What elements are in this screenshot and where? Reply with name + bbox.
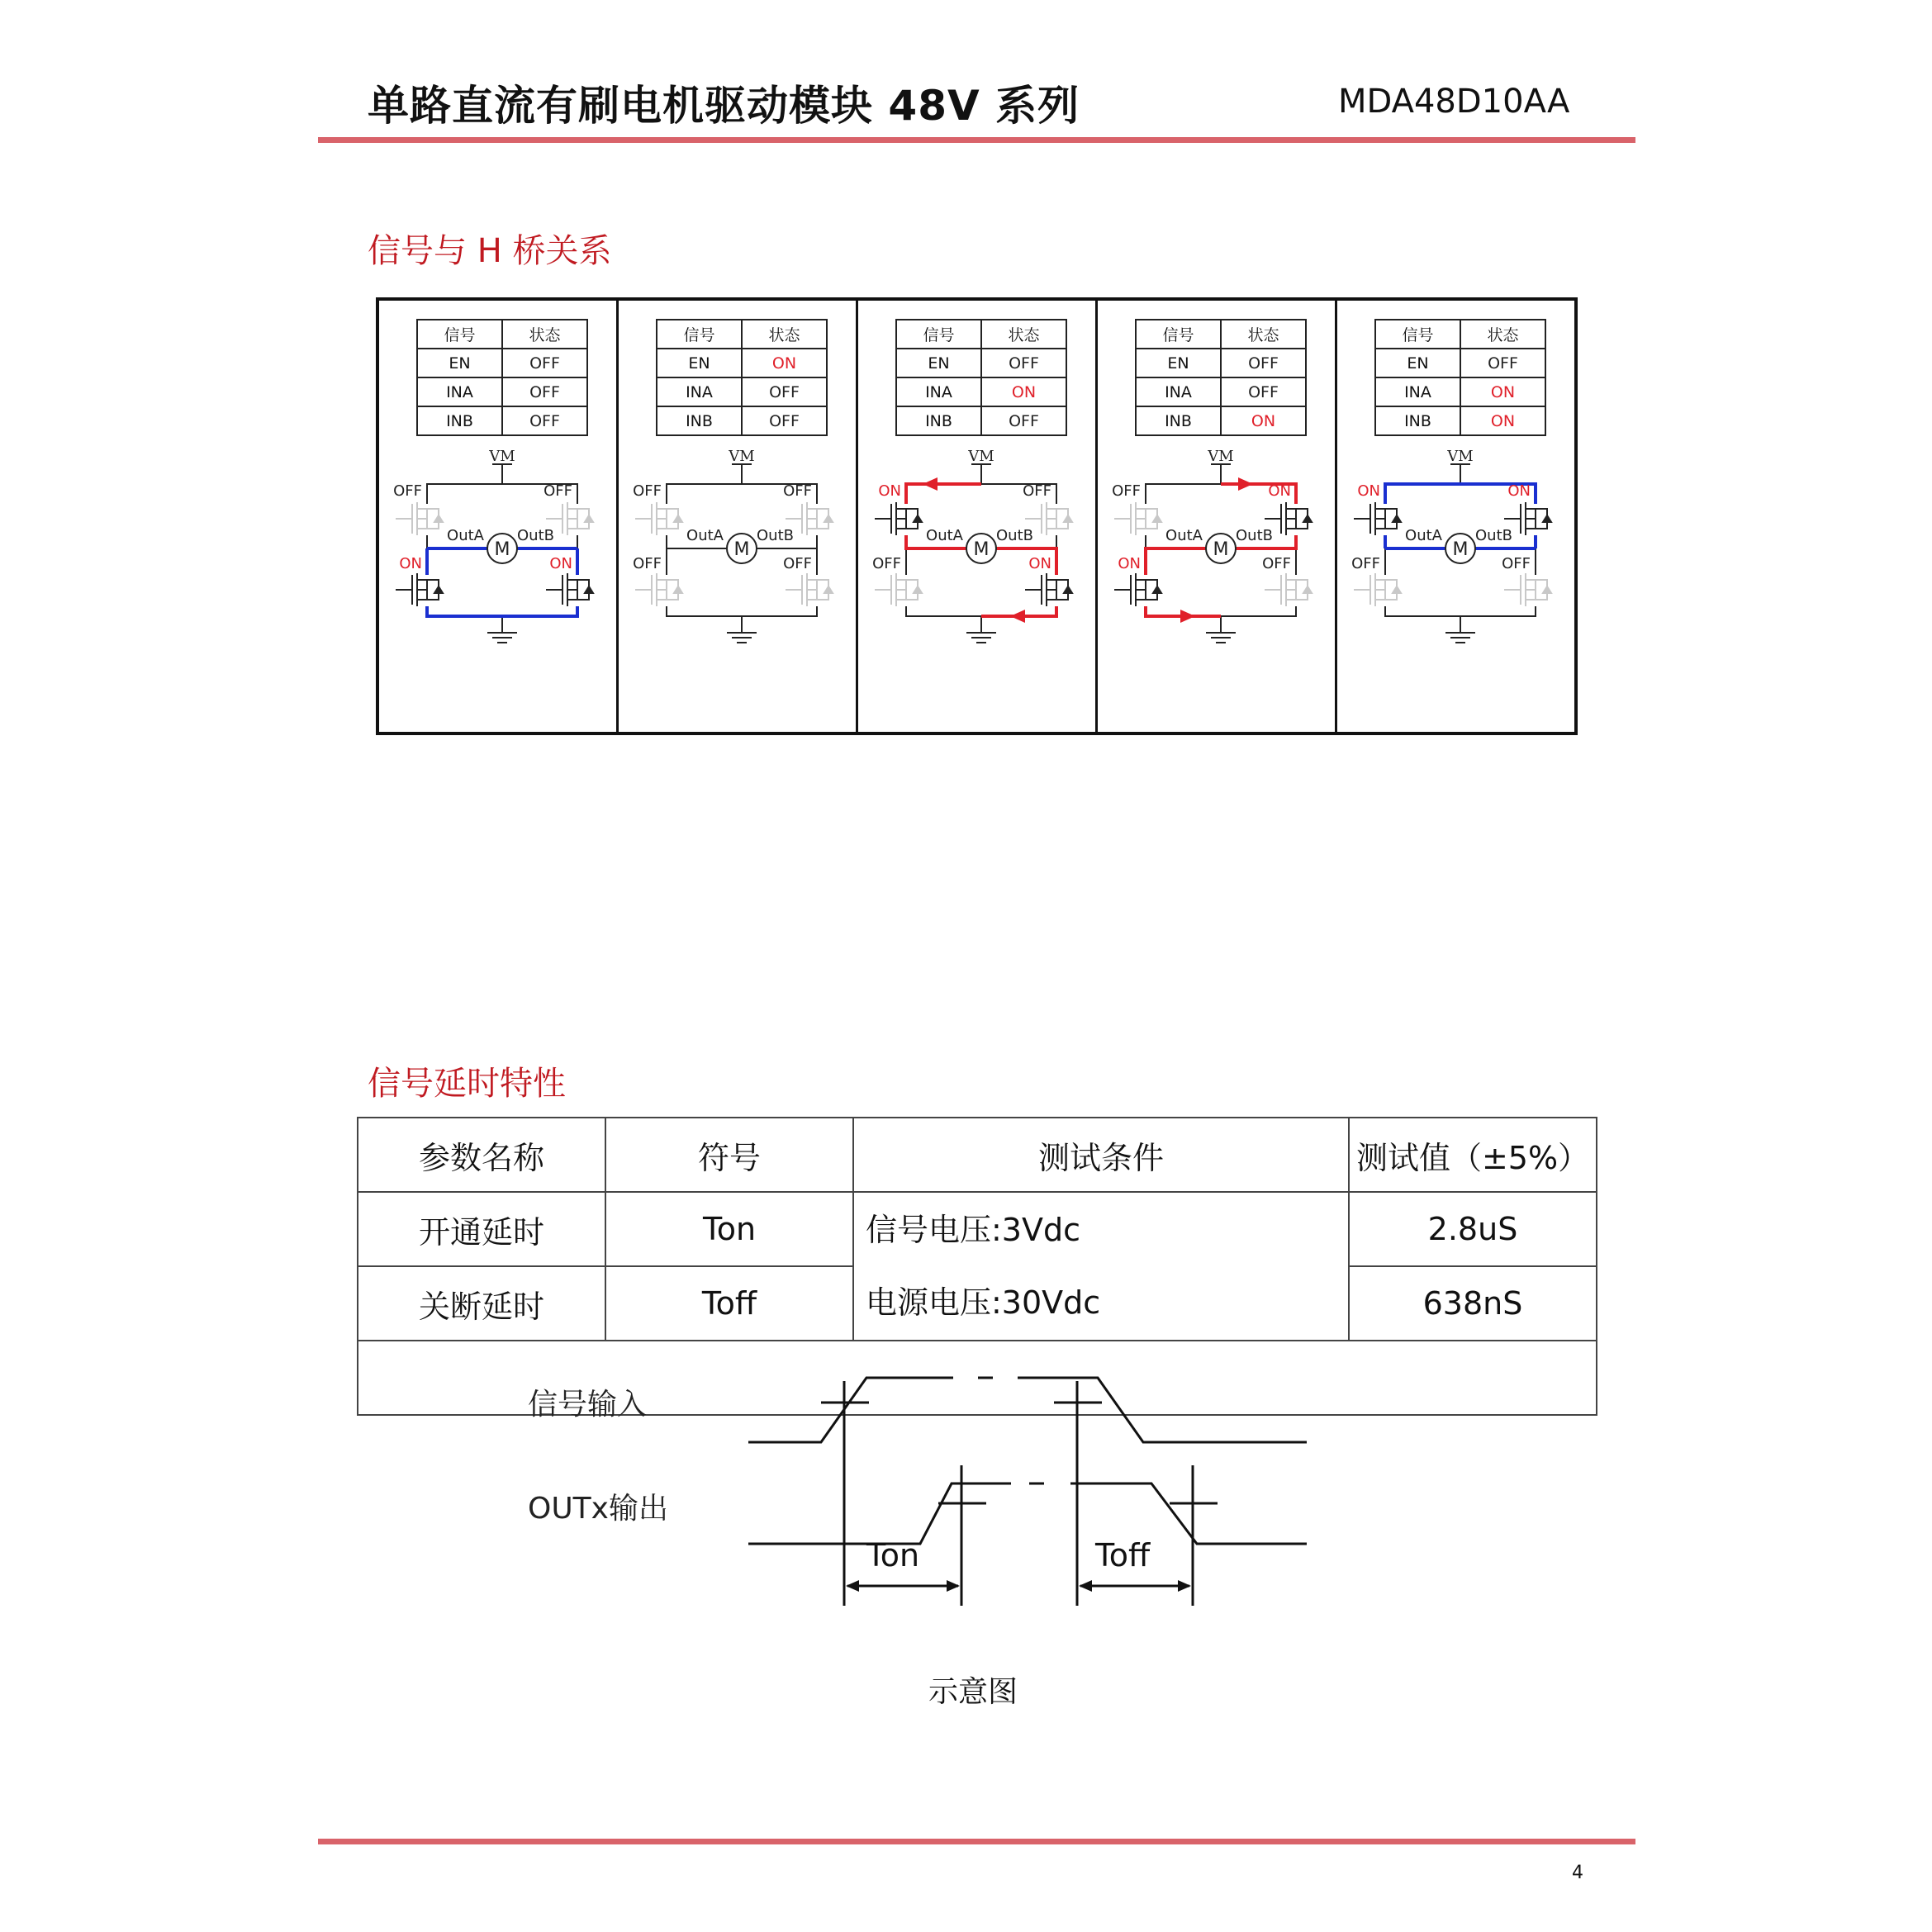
- mosfet-icon: [1025, 573, 1072, 606]
- toff-label: Toff: [1095, 1537, 1151, 1574]
- signal-row: [657, 377, 827, 406]
- supply-label: VM: [489, 448, 515, 465]
- param-symbol: Ton: [605, 1192, 853, 1266]
- signal-table: [416, 319, 588, 436]
- signal-table: [1135, 319, 1307, 436]
- hbridge-circuit: [379, 441, 617, 722]
- signal-state: OFF: [502, 406, 587, 435]
- switch-state-label: ON: [878, 482, 901, 500]
- mosfet-icon: [1114, 502, 1161, 535]
- signal-name: EN: [896, 349, 981, 377]
- footer-rule: [318, 1839, 1635, 1844]
- col-signal: 信号: [1136, 320, 1221, 349]
- motor-label: M: [973, 539, 990, 560]
- page-number: 4: [1572, 1863, 1583, 1883]
- switch-state-label: ON: [1118, 555, 1141, 572]
- signal-name: INA: [896, 377, 981, 406]
- signal-row: [896, 406, 1066, 435]
- signal-row: [896, 377, 1066, 406]
- signal-state: ON: [981, 377, 1066, 406]
- hbridge-circuit: [858, 441, 1096, 722]
- mosfet-icon: [635, 502, 682, 535]
- supply-label: VM: [729, 448, 755, 465]
- mosfet-icon: [786, 573, 833, 606]
- signal-state: OFF: [1221, 349, 1306, 377]
- param-symbol: Toff: [605, 1266, 853, 1341]
- col-state: 状态: [502, 320, 587, 349]
- col-signal: 信号: [1375, 320, 1460, 349]
- mosfet-icon: [875, 573, 922, 606]
- mosfet-icon: [875, 502, 922, 535]
- signal-state: ON: [1460, 406, 1545, 435]
- signal-state: OFF: [742, 406, 827, 435]
- switch-state-label: OFF: [1262, 555, 1291, 572]
- mosfet-icon: [1504, 573, 1551, 606]
- signal-table: [1374, 319, 1546, 436]
- signal-state: OFF: [502, 349, 587, 377]
- section-title-delay: 信号延时特性: [368, 1065, 566, 1103]
- signal-state: OFF: [981, 349, 1066, 377]
- col-signal: 信号: [417, 320, 502, 349]
- hbridge-panel: [858, 301, 1098, 732]
- motor-label: M: [1213, 539, 1229, 560]
- header-value: 测试值（±5%）: [1349, 1118, 1597, 1192]
- signal-row: [1375, 406, 1545, 435]
- mosfet-icon: [1354, 573, 1401, 606]
- switch-state-label: OFF: [633, 482, 662, 500]
- signal-row: [657, 349, 827, 377]
- signal-name: INB: [657, 406, 742, 435]
- signal-row: [657, 406, 827, 435]
- signal-row: [1136, 349, 1306, 377]
- hbridge-circuit: [1337, 441, 1575, 722]
- col-state: 状态: [742, 320, 827, 349]
- out-a-label: OutA: [686, 527, 724, 544]
- switch-state-label: OFF: [872, 555, 901, 572]
- mosfet-icon: [1265, 573, 1312, 606]
- signal-name: INB: [896, 406, 981, 435]
- mosfet-icon: [1354, 502, 1401, 535]
- motor-label: M: [1452, 539, 1469, 560]
- header-condition: 测试条件: [853, 1118, 1349, 1192]
- switch-state-label: ON: [399, 555, 422, 572]
- out-b-label: OutB: [757, 527, 794, 544]
- signal-name: EN: [1136, 349, 1221, 377]
- timing-diagram: [358, 1341, 1597, 1736]
- col-signal: 信号: [657, 320, 742, 349]
- out-a-label: OutA: [926, 527, 963, 544]
- signal-state: ON: [1460, 377, 1545, 406]
- signal-state: ON: [742, 349, 827, 377]
- col-state: 状态: [981, 320, 1066, 349]
- signal-state: OFF: [1221, 377, 1306, 406]
- ton-label: Ton: [866, 1537, 920, 1574]
- switch-state-label: ON: [1507, 482, 1531, 500]
- document-title: 单路直流有刷电机驱动模块 48V 系列: [368, 82, 1080, 130]
- condition-supply-voltage: 电源电压:30Vdc: [866, 1284, 1101, 1321]
- signal-name: INB: [417, 406, 502, 435]
- motor-label: M: [733, 539, 750, 560]
- mosfet-icon: [546, 573, 593, 606]
- hbridge-panel: [1098, 301, 1337, 732]
- motor-label: M: [494, 539, 510, 560]
- signal-row: [1136, 406, 1306, 435]
- hbridge-panel: [1337, 301, 1574, 732]
- out-a-label: OutA: [1165, 527, 1203, 544]
- switch-state-label: ON: [1268, 482, 1291, 500]
- out-b-label: OutB: [517, 527, 554, 544]
- header-param: 参数名称: [358, 1118, 605, 1192]
- param-name: 开通延时: [358, 1192, 605, 1266]
- signal-state: OFF: [502, 377, 587, 406]
- signal-state: OFF: [1460, 349, 1545, 377]
- signal-table: [895, 319, 1067, 436]
- param-value: 638nS: [1349, 1266, 1597, 1341]
- switch-state-label: OFF: [633, 555, 662, 572]
- col-state: 状态: [1460, 320, 1545, 349]
- table-header-row: [358, 1118, 1597, 1192]
- signal-name: EN: [417, 349, 502, 377]
- output-signal-label: OUTx输出: [528, 1492, 668, 1526]
- model-number: MDA48D10AA: [1338, 83, 1570, 121]
- out-a-label: OutA: [1405, 527, 1442, 544]
- out-b-label: OutB: [1475, 527, 1512, 544]
- switch-state-label: ON: [1357, 482, 1380, 500]
- switch-state-label: ON: [1028, 555, 1051, 572]
- hbridge-circuit: [619, 441, 857, 722]
- test-conditions: [853, 1192, 1349, 1341]
- input-signal-label: 信号输入: [528, 1388, 648, 1422]
- signal-state: OFF: [742, 377, 827, 406]
- out-b-label: OutB: [996, 527, 1033, 544]
- section-title-hbridge: 信号与 H 桥关系: [368, 232, 612, 270]
- diagram-row: [358, 1341, 1597, 1415]
- out-b-label: OutB: [1236, 527, 1273, 544]
- col-signal: 信号: [896, 320, 981, 349]
- header-symbol: 符号: [605, 1118, 853, 1192]
- col-state: 状态: [1221, 320, 1306, 349]
- signal-name: INA: [1136, 377, 1221, 406]
- param-value: 2.8uS: [1349, 1192, 1597, 1266]
- switch-state-label: OFF: [393, 482, 422, 500]
- switch-state-label: OFF: [783, 555, 812, 572]
- diagram-caption: 示意图: [928, 1675, 1018, 1709]
- mosfet-icon: [635, 573, 682, 606]
- table-row: [358, 1192, 1597, 1266]
- delay-table: [357, 1117, 1597, 1709]
- mosfet-icon: [1114, 573, 1161, 606]
- hbridge-figure: [376, 297, 1578, 735]
- switch-state-label: OFF: [1351, 555, 1380, 572]
- switch-state-label: OFF: [544, 482, 572, 500]
- switch-state-label: OFF: [1112, 482, 1141, 500]
- signal-name: INA: [1375, 377, 1460, 406]
- hbridge-circuit: [1098, 441, 1336, 722]
- signal-row: [1375, 349, 1545, 377]
- supply-label: VM: [968, 448, 994, 465]
- out-a-label: OutA: [447, 527, 484, 544]
- signal-row: [417, 349, 587, 377]
- switch-state-label: ON: [549, 555, 572, 572]
- param-name: 关断延时: [358, 1266, 605, 1341]
- signal-row: [1375, 377, 1545, 406]
- signal-state: ON: [1221, 406, 1306, 435]
- supply-label: VM: [1208, 448, 1234, 465]
- mosfet-icon: [396, 573, 443, 606]
- signal-name: EN: [1375, 349, 1460, 377]
- switch-state-label: OFF: [1023, 482, 1051, 500]
- timing-diagram-cell: [358, 1341, 1597, 1709]
- condition-signal-voltage: 信号电压:3Vdc: [866, 1212, 1080, 1248]
- signal-row: [1136, 377, 1306, 406]
- signal-name: EN: [657, 349, 742, 377]
- signal-state: OFF: [981, 406, 1066, 435]
- hbridge-panel: [379, 301, 619, 732]
- mosfet-icon: [396, 502, 443, 535]
- signal-row: [417, 406, 587, 435]
- signal-name: INA: [417, 377, 502, 406]
- switch-state-label: OFF: [783, 482, 812, 500]
- switch-state-label: OFF: [1502, 555, 1531, 572]
- supply-label: VM: [1447, 448, 1474, 465]
- header-rule: [318, 137, 1635, 143]
- signal-row: [896, 349, 1066, 377]
- signal-name: INA: [657, 377, 742, 406]
- signal-name: INB: [1136, 406, 1221, 435]
- signal-table: [656, 319, 828, 436]
- hbridge-panel: [619, 301, 858, 732]
- signal-name: INB: [1375, 406, 1460, 435]
- signal-row: [417, 377, 587, 406]
